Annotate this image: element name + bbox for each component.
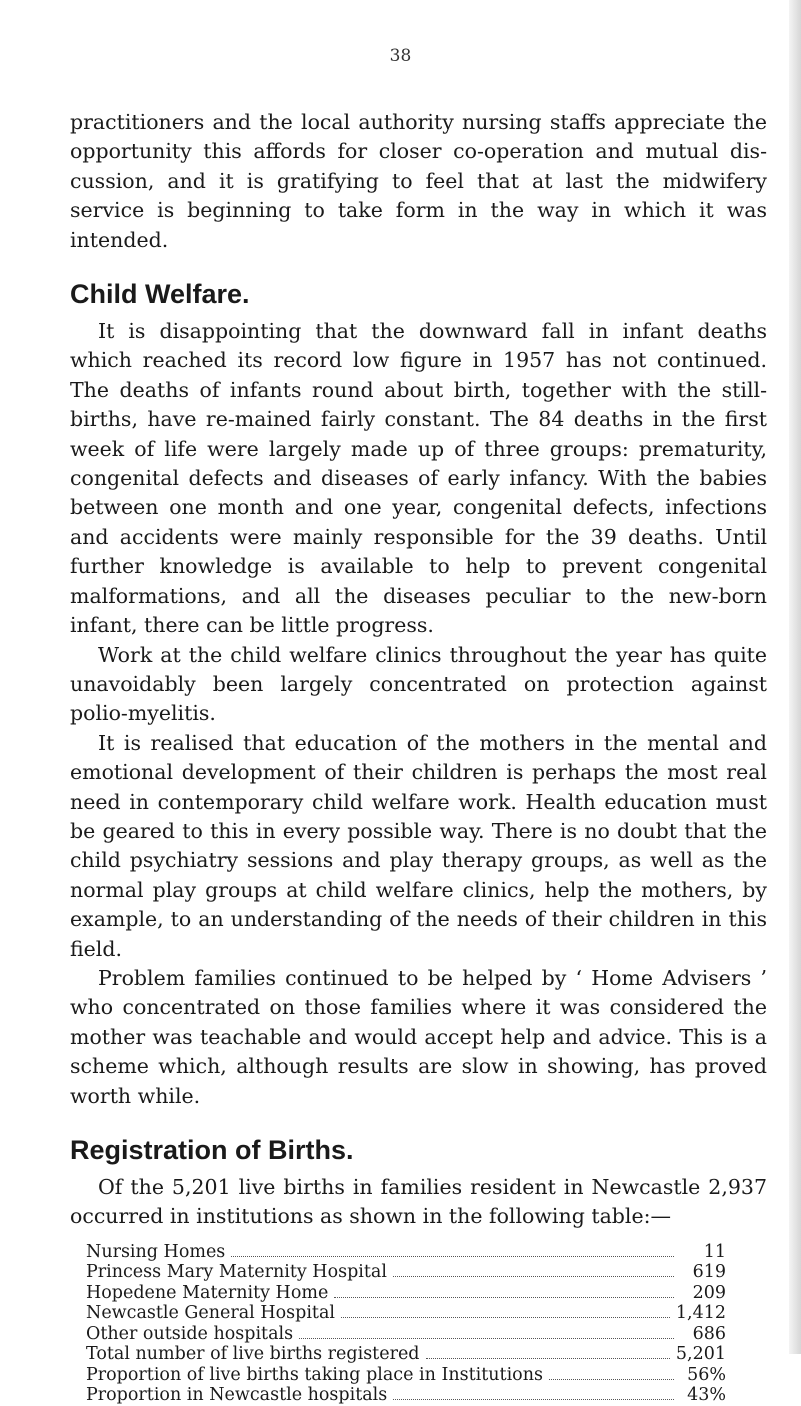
table-row-label: Other outside hospitals: [86, 1323, 294, 1344]
births-table: [86, 1242, 726, 1406]
dot-leader: [334, 1297, 674, 1298]
table-row: [86, 1365, 726, 1386]
table-row: [86, 1283, 726, 1304]
child-welfare-paragraph-3: It is realised that education of the mothers in the mental and emotional development of their children is perhaps the most real need in contemporary child welfare work. Health education must be geared to this in every possible way. There is no doubt that the child psychiatry sessions and play therapy groups, as well as the normal play groups at child welfare clinics, help the mothers, by example, to an understanding of the needs of their children in this field.: [70, 730, 767, 961]
dot-leader: [393, 1276, 674, 1277]
table-row-value: 1,412: [675, 1303, 726, 1324]
registration-heading: Registration of Births.: [70, 1135, 354, 1165]
table-row-value: 686: [692, 1323, 726, 1344]
dot-leader: [549, 1379, 674, 1380]
child-welfare-heading: Child Welfare.: [70, 279, 250, 310]
dot-leader: [393, 1399, 674, 1400]
table-row-label: Hopedene Maternity Home: [86, 1282, 329, 1303]
page-body: [70, 108, 767, 1406]
table-row-value: 56%: [687, 1364, 726, 1385]
table-row-label: Total number of live births registered: [86, 1344, 420, 1365]
page-edge-shadow: [789, 0, 801, 1354]
intro-paragraph: practitioners and the local authority nursing staffs appreciate the opportunity this affords for closer co-operation and mutual dis-cussion, and it is gratifying to feel that at last the midwifery service is beginning to take form in the way in which it was intended.: [70, 110, 767, 252]
child-welfare-paragraph-1: It is disappointing that the downward fall in infant deaths which reached its record low figure in 1957 has not continued. The deaths of infants round about birth, together with the still-births, have re-mained fairly constant. The 84 deaths in the first week of life were largely made up of three groups: prematurity, congenital defects and diseases of early infancy. With the babies between one month and one year, congenital defects, infections and accidents were mainly responsible for the 39 deaths. Until further knowledge is available to help to prevent congenital malformations, and all the diseases peculiar to the new-born infant, there can be little progress.: [70, 319, 767, 638]
table-row: [86, 1303, 726, 1324]
child-welfare-paragraph-2: Work at the child welfare clinics throughout the year has quite unavoidably been largely concentrated on protection against polio-myelitis.: [70, 642, 767, 726]
table-row-value: 209: [692, 1282, 726, 1303]
dot-leader: [299, 1338, 674, 1339]
table-row-label: Proportion in Newcastle hospitals: [86, 1385, 388, 1406]
dot-leader: [231, 1256, 674, 1257]
table-row: [86, 1324, 726, 1345]
table-row-label: Newcastle General Hospital: [86, 1303, 335, 1324]
table-row: [86, 1242, 726, 1263]
table-row-value: 43%: [687, 1385, 726, 1406]
dot-leader: [341, 1317, 670, 1318]
child-welfare-paragraph-4: Problem families continued to be helped by ‘ Home Advisers ’ who concentrated on those families where it was considered the mother was teachable and would accept help and advice. This is a scheme which, although results are slow in showing, has proved worth while.: [70, 965, 767, 1108]
registration-intro: Of the 5,201 live births in families resident in Newcastle 2,937 occurred in institutions as shown in the following table:—: [70, 1175, 767, 1229]
table-row-label: Nursing Homes: [86, 1241, 226, 1262]
page-number: 38: [389, 46, 412, 66]
table-row: [86, 1344, 726, 1365]
dot-leader: [426, 1358, 670, 1359]
table-row-value: 619: [692, 1262, 726, 1283]
table-row-value: 11: [703, 1241, 726, 1262]
table-row-label: Princess Mary Maternity Hospital: [86, 1262, 387, 1283]
table-row-label: Proportion of live births taking place in Institutions: [86, 1364, 543, 1385]
table-row: [86, 1385, 726, 1406]
table-row-value: 5,201: [675, 1344, 726, 1365]
table-row: [86, 1262, 726, 1283]
